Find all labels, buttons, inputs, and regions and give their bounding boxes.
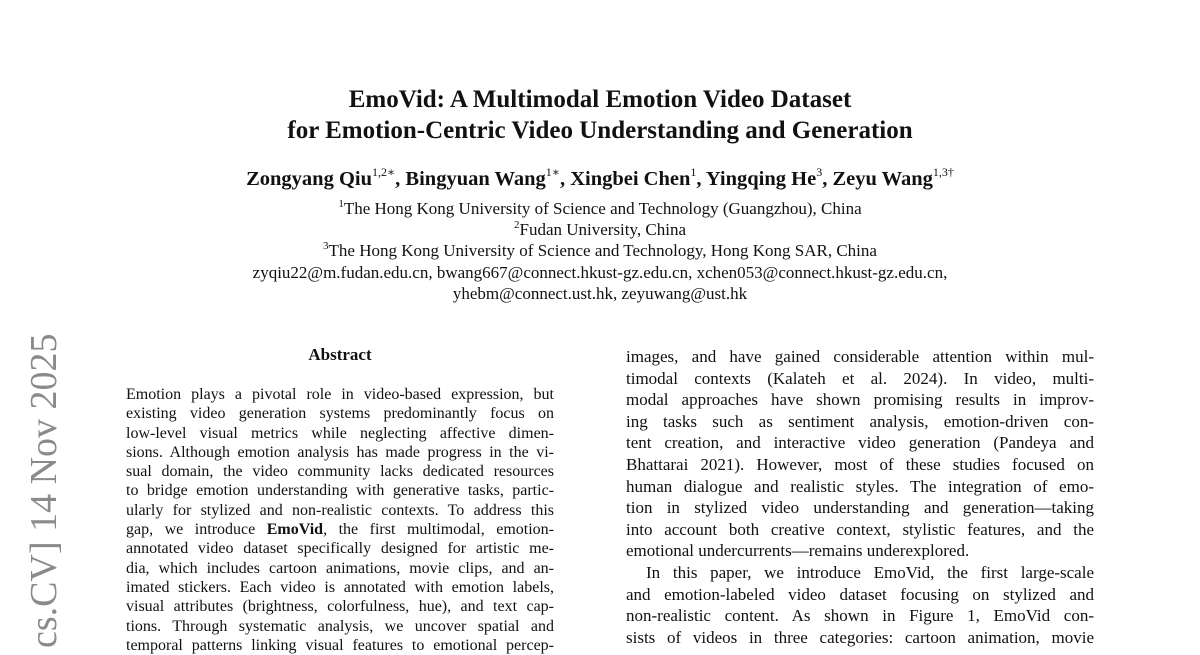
emails-line-2: yhebm@connect.ust.hk, zeyuwang@ust.hk bbox=[452, 283, 748, 303]
affiliation-3 bbox=[0, 240, 1200, 261]
author-affiliation-marker: 1,3† bbox=[932, 165, 954, 179]
author-separator: , bbox=[822, 168, 833, 190]
author-affiliation-marker: 1,2∗ bbox=[372, 165, 396, 179]
author-name: Xingbei Chen bbox=[570, 168, 691, 190]
affiliation-1 bbox=[0, 198, 1200, 219]
abstract-heading: Abstract bbox=[308, 345, 372, 364]
introduction-column bbox=[626, 346, 1094, 648]
paper-title bbox=[0, 84, 1200, 146]
author-separator: , bbox=[395, 168, 406, 190]
body-text-line: into account both creative context, stylistic features, and the bbox=[626, 519, 1094, 539]
author-name: Zongyang Qiu bbox=[246, 168, 373, 190]
body-text-line: ing tasks such as sentiment analysis, emotion-driven con- bbox=[626, 411, 1094, 431]
author-affiliation-marker: 1 bbox=[690, 165, 697, 179]
abstract-line: imated stickers. Each video is annotated with emotion labels, bbox=[126, 578, 554, 596]
abstract-line: tions. Through systematic analysis, we uncover spatial and bbox=[126, 617, 554, 635]
affiliations bbox=[0, 198, 1200, 304]
author-name: Bingyuan Wang bbox=[405, 168, 546, 190]
abstract-line: Emotion plays a pivotal role in video-based expression, but bbox=[126, 386, 554, 403]
body-text-line: sists of videos in three categories: cartoon animation, movie bbox=[626, 627, 1094, 647]
affiliation-2-marker: 2 bbox=[513, 219, 520, 232]
abstract-line: gap, we introduce EmoVid, the first multimodal, emotion- bbox=[126, 521, 554, 539]
affiliation-2-text: Fudan University, China bbox=[519, 220, 687, 240]
abstract-line: to bridge emotion understanding with generative tasks, partic- bbox=[126, 482, 554, 500]
body-text-line: tion in stylized video understanding and generation—taking bbox=[626, 498, 1094, 518]
abstract-line: annotated video dataset specifically designed for artistic me- bbox=[126, 540, 554, 558]
body-text-line: images, and have gained considerable attention within mul- bbox=[626, 347, 1094, 366]
title-line-2: for Emotion-Centric Video Understanding and Generation bbox=[287, 117, 913, 144]
emails-line-1: zyqiu22@m.fudan.edu.cn, bwang667@connect.hkust-gz.edu.cn, xchen053@connect.hkust-gz.edu.cn, bbox=[252, 262, 948, 282]
abstract-line: visual attributes (brightness, colorfulness, hue), and text cap- bbox=[126, 598, 554, 616]
body-text-line: modal approaches have shown promising results in improv- bbox=[626, 390, 1094, 410]
affiliation-3-marker: 3 bbox=[323, 240, 329, 253]
body-text-line: and emotion-labeled video dataset focusing on stylized and bbox=[626, 584, 1094, 604]
body-text-line: emotional undercurrents—remains underexplored. bbox=[626, 541, 970, 561]
author-list bbox=[0, 166, 1200, 192]
arxiv-stamp bbox=[22, 248, 82, 648]
abstract-column bbox=[126, 343, 554, 655]
abstract-line: sions. Although emotion analysis has made progress in the vi- bbox=[126, 443, 554, 461]
abstract-line: sual domain, the video community lacks dedicated resources bbox=[126, 463, 554, 481]
arxiv-stamp-text: cs.CV] 14 Nov 2025 bbox=[23, 333, 65, 648]
body-text-line: human dialogue and realistic styles. The integration of emo- bbox=[626, 476, 1094, 496]
abstract-line: low-level visual metrics while neglecting affective dimen- bbox=[126, 424, 554, 442]
body-text-line: In this paper, we introduce EmoVid, the first large-scale bbox=[646, 562, 1094, 582]
author-affiliation-marker: 3 bbox=[816, 165, 823, 179]
body-text-line: tent creation, and interactive video generation (Pandeya and bbox=[626, 433, 1094, 453]
body-text-line: non-realistic content. As shown in Figure 1, EmoVid con- bbox=[626, 606, 1094, 626]
body-text-line: Bhattarai 2021). However, most of these studies focused on bbox=[626, 454, 1094, 474]
title-line-1: EmoVid: A Multimodal Emotion Video Dataset bbox=[348, 86, 852, 113]
author-name: Zeyu Wang bbox=[832, 168, 933, 190]
abstract-body bbox=[126, 385, 554, 655]
affiliation-2 bbox=[0, 219, 1200, 240]
author-affiliation-marker: 1∗ bbox=[545, 165, 560, 179]
author-name: Yingqing He bbox=[705, 168, 817, 190]
body-text-line: timodal contexts (Kalateh et al. 2024). In video, multi- bbox=[626, 368, 1094, 388]
author-separator: , bbox=[559, 168, 571, 190]
abstract-line: ularly for stylized and non-realistic contexts. To address this bbox=[126, 501, 554, 519]
affiliation-1-marker: 1 bbox=[338, 198, 344, 210]
affiliation-3-text: The Hong Kong University of Science and Technology, Hong Kong SAR, China bbox=[328, 241, 877, 261]
bold-term: EmoVid bbox=[266, 521, 324, 539]
author-separator: , bbox=[696, 168, 706, 190]
abstract-line: temporal patterns linking visual features to emotional percep- bbox=[126, 636, 554, 654]
abstract-line: existing video generation systems predominantly focus on bbox=[126, 405, 554, 423]
abstract-line: dia, which includes cartoon animations, movie clips, and an- bbox=[126, 559, 554, 577]
affiliation-1-text: The Hong Kong University of Science and Technology (Guangzhou), China bbox=[343, 199, 862, 218]
